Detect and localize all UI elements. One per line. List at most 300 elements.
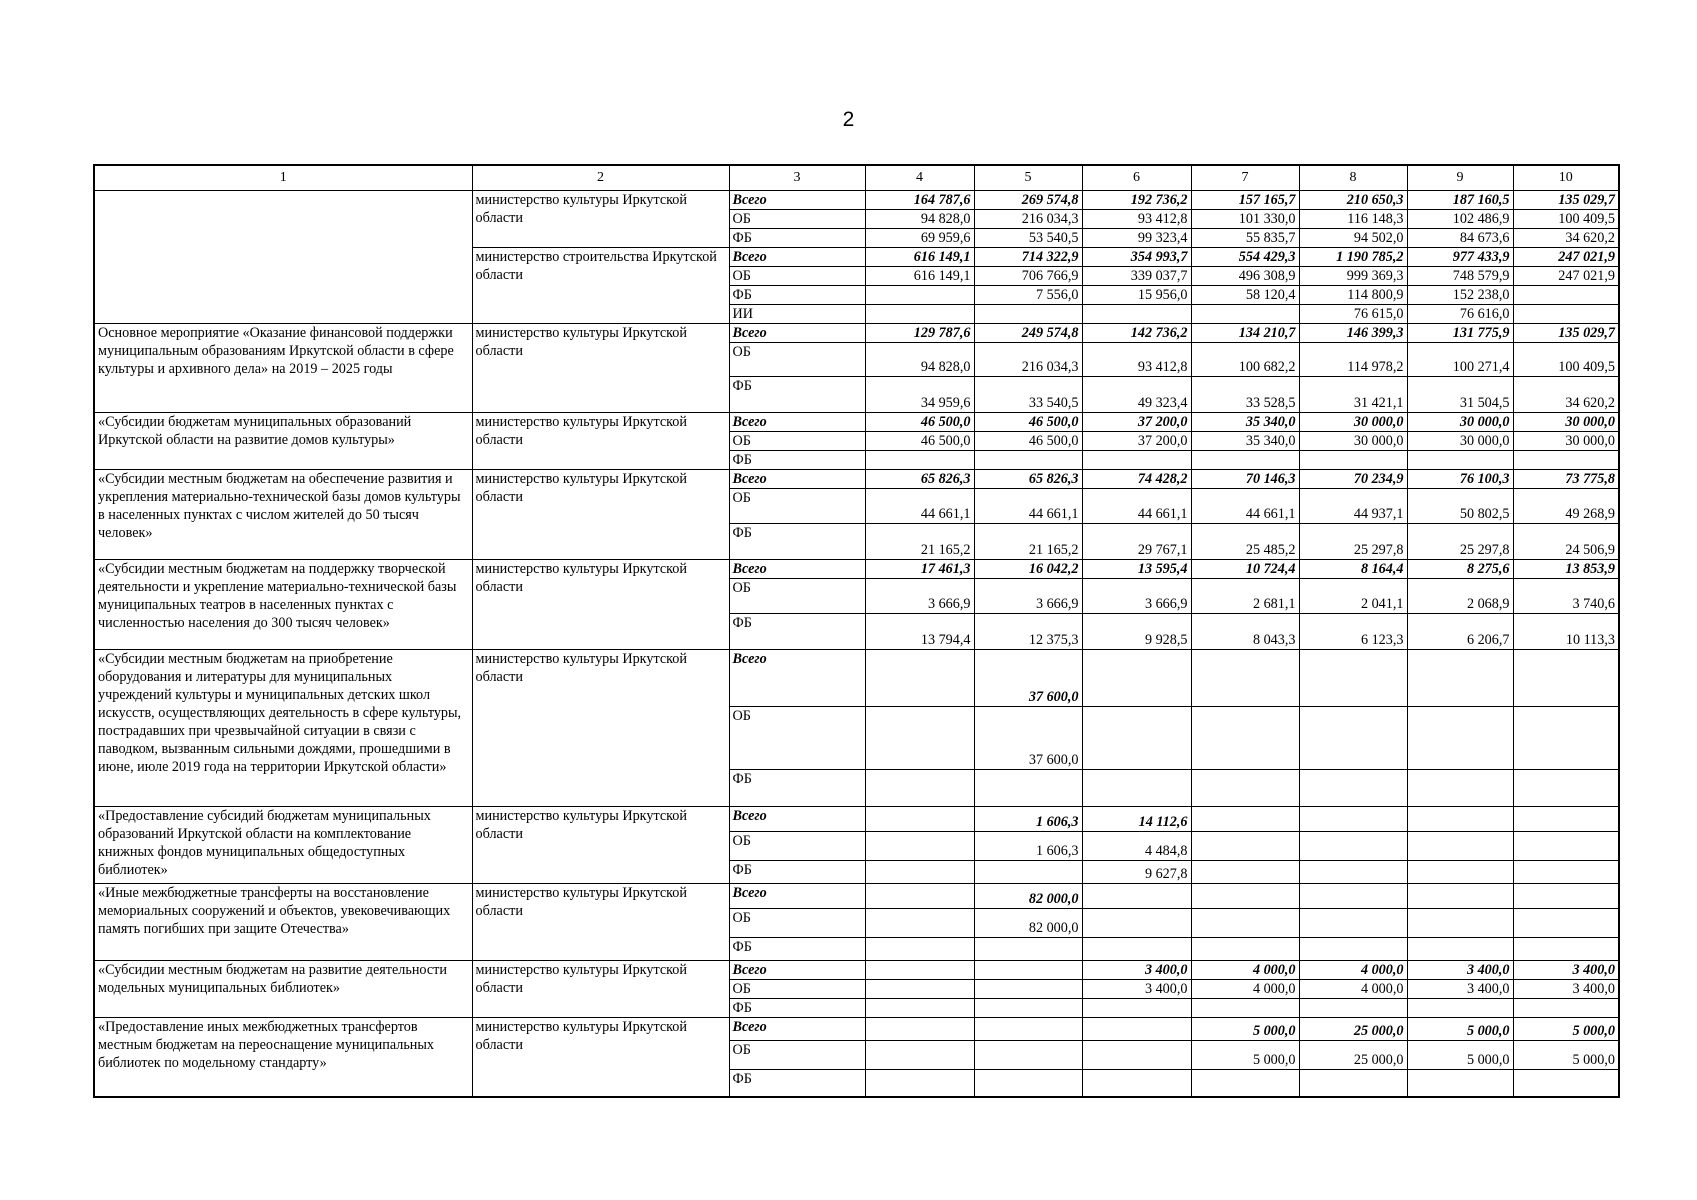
responsible-executor: министерство культуры Иркутской области [472, 884, 729, 961]
value-cell: 76 615,0 [1299, 305, 1407, 324]
value-cell [865, 770, 974, 807]
value-cell: 35 340,0 [1191, 432, 1299, 451]
value-cell: 44 661,1 [974, 489, 1082, 524]
value-cell [1191, 707, 1299, 770]
value-cell: 247 021,9 [1513, 248, 1619, 267]
funding-source: ОБ [729, 210, 865, 229]
value-cell: 977 433,9 [1407, 248, 1513, 267]
responsible-executor: министерство культуры Иркутской области [472, 1018, 729, 1098]
value-cell [974, 1041, 1082, 1070]
value-cell: 135 029,7 [1513, 324, 1619, 343]
column-header: 6 [1082, 165, 1191, 191]
value-cell [1513, 807, 1619, 832]
value-cell: 44 661,1 [865, 489, 974, 524]
value-cell: 5 000,0 [1407, 1041, 1513, 1070]
value-cell: 5 000,0 [1513, 1041, 1619, 1070]
value-cell: 6 206,7 [1407, 614, 1513, 650]
value-cell: 1 190 785,2 [1299, 248, 1407, 267]
value-cell: 9 928,5 [1082, 614, 1191, 650]
value-cell: 2 681,1 [1191, 579, 1299, 614]
value-cell: 49 268,9 [1513, 489, 1619, 524]
value-cell: 2 041,1 [1299, 579, 1407, 614]
funding-source: ОБ [729, 432, 865, 451]
value-cell: 70 146,3 [1191, 470, 1299, 489]
column-header: 7 [1191, 165, 1299, 191]
value-cell: 30 000,0 [1407, 432, 1513, 451]
column-header: 2 [472, 165, 729, 191]
value-cell: 37 600,0 [974, 707, 1082, 770]
value-cell: 25 000,0 [1299, 1041, 1407, 1070]
measure-description: «Субсидии местным бюджетам на развитие деятельности модельных муниципальных библиотек» [94, 961, 472, 1018]
value-cell [865, 650, 974, 707]
value-cell: 33 540,5 [974, 377, 1082, 413]
funding-source: ОБ [729, 909, 865, 938]
funding-source: ФБ [729, 938, 865, 961]
value-cell [1407, 999, 1513, 1018]
value-cell: 554 429,3 [1191, 248, 1299, 267]
table-row [94, 413, 1619, 432]
value-cell: 116 148,3 [1299, 210, 1407, 229]
value-cell [974, 1070, 1082, 1098]
value-cell [1513, 451, 1619, 470]
value-cell: 101 330,0 [1191, 210, 1299, 229]
value-cell: 34 959,6 [865, 377, 974, 413]
value-cell: 84 673,6 [1407, 229, 1513, 248]
value-cell: 3 400,0 [1407, 961, 1513, 980]
value-cell: 10 724,4 [1191, 560, 1299, 579]
table-row [94, 807, 1619, 832]
measure-description: «Предоставление иных межбюджетных трансфертов местным бюджетам на переоснащение муниципальных библиотек по модельному стандарту» [94, 1018, 472, 1098]
value-cell: 76 100,3 [1407, 470, 1513, 489]
value-cell: 94 502,0 [1299, 229, 1407, 248]
value-cell: 46 500,0 [974, 413, 1082, 432]
value-cell [1513, 861, 1619, 884]
funding-source: ОБ [729, 980, 865, 999]
funding-source: Всего [729, 650, 865, 707]
value-cell [974, 305, 1082, 324]
value-cell: 44 937,1 [1299, 489, 1407, 524]
measure-description: «Субсидии бюджетам муниципальных образований Иркутской области на развитие домов культуры» [94, 413, 472, 470]
funding-source: ФБ [729, 770, 865, 807]
value-cell [865, 451, 974, 470]
value-cell [865, 305, 974, 324]
value-cell: 3 740,6 [1513, 579, 1619, 614]
value-cell: 25 297,8 [1407, 524, 1513, 560]
value-cell: 46 500,0 [865, 432, 974, 451]
column-header: 1 [94, 165, 472, 191]
value-cell: 49 323,4 [1082, 377, 1191, 413]
measure-description: «Предоставление субсидий бюджетам муниципальных образований Иркутской области на комплектование книжных фондов муниципальных общедоступных библиотек» [94, 807, 472, 884]
value-cell [1191, 909, 1299, 938]
value-cell: 13 595,4 [1082, 560, 1191, 579]
measure-description: «Иные межбюджетные трансферты на восстановление мемориальных сооружений и объектов, увековечивающих память погибших при защите Отечества» [94, 884, 472, 961]
value-cell: 1 606,3 [974, 832, 1082, 861]
value-cell: 146 399,3 [1299, 324, 1407, 343]
value-cell: 12 375,3 [974, 614, 1082, 650]
column-header: 3 [729, 165, 865, 191]
value-cell [1082, 770, 1191, 807]
value-cell: 30 000,0 [1299, 413, 1407, 432]
value-cell [1407, 884, 1513, 909]
value-cell: 216 034,3 [974, 343, 1082, 377]
value-cell: 706 766,9 [974, 267, 1082, 286]
value-cell: 34 620,2 [1513, 377, 1619, 413]
value-cell: 53 540,5 [974, 229, 1082, 248]
value-cell: 8 043,3 [1191, 614, 1299, 650]
value-cell: 157 165,7 [1191, 191, 1299, 210]
value-cell: 65 826,3 [974, 470, 1082, 489]
value-cell [1407, 909, 1513, 938]
value-cell [1407, 650, 1513, 707]
value-cell: 8 164,4 [1299, 560, 1407, 579]
value-cell: 5 000,0 [1407, 1018, 1513, 1041]
funding-source: ФБ [729, 1070, 865, 1098]
table-row [94, 961, 1619, 980]
value-cell: 5 000,0 [1191, 1041, 1299, 1070]
table-row [94, 470, 1619, 489]
value-cell: 14 112,6 [1082, 807, 1191, 832]
funding-source: ОБ [729, 343, 865, 377]
value-cell: 69 959,6 [865, 229, 974, 248]
funding-source: ОБ [729, 579, 865, 614]
value-cell [1299, 807, 1407, 832]
funding-source: Всего [729, 248, 865, 267]
value-cell: 30 000,0 [1407, 413, 1513, 432]
value-cell: 249 574,8 [974, 324, 1082, 343]
value-cell: 31 504,5 [1407, 377, 1513, 413]
value-cell: 82 000,0 [974, 884, 1082, 909]
value-cell: 247 021,9 [1513, 267, 1619, 286]
value-cell [1407, 707, 1513, 770]
value-cell: 3 666,9 [1082, 579, 1191, 614]
value-cell [1299, 1070, 1407, 1098]
value-cell [1082, 707, 1191, 770]
value-cell: 82 000,0 [974, 909, 1082, 938]
value-cell: 10 113,3 [1513, 614, 1619, 650]
funding-source: Всего [729, 884, 865, 909]
value-cell: 35 340,0 [1191, 413, 1299, 432]
value-cell: 70 234,9 [1299, 470, 1407, 489]
value-cell [1407, 938, 1513, 961]
measure-description: «Субсидии местным бюджетам на приобретение оборудования и литературы для муниципальных учреждений культуры и муниципальных детских школ искусств, осуществляющих деятельность в сфере культуры, пострадавших при чрезвычайной ситуации в связи с паводком, вызванным сильными дождями, прошедшими в июне, июле 2019 года на территории Иркутской области» [94, 650, 472, 807]
value-cell [1082, 884, 1191, 909]
value-cell [1513, 832, 1619, 861]
value-cell: 616 149,1 [865, 267, 974, 286]
value-cell [1513, 305, 1619, 324]
value-cell: 114 800,9 [1299, 286, 1407, 305]
measure-description: «Субсидии местным бюджетам на обеспечение развития и укрепления материально-технической базы домов культуры в населенных пунктах с числом жителей до 50 тысяч человек» [94, 470, 472, 560]
value-cell: 44 661,1 [1191, 489, 1299, 524]
value-cell [1299, 909, 1407, 938]
value-cell: 46 500,0 [974, 432, 1082, 451]
value-cell [1407, 770, 1513, 807]
value-cell: 55 835,7 [1191, 229, 1299, 248]
value-cell: 65 826,3 [865, 470, 974, 489]
funding-source: ФБ [729, 451, 865, 470]
value-cell [1299, 650, 1407, 707]
value-cell: 135 029,7 [1513, 191, 1619, 210]
value-cell [865, 1018, 974, 1041]
value-cell: 16 042,2 [974, 560, 1082, 579]
funding-source: ФБ [729, 377, 865, 413]
value-cell [974, 999, 1082, 1018]
value-cell: 99 323,4 [1082, 229, 1191, 248]
value-cell [974, 1018, 1082, 1041]
value-cell: 100 409,5 [1513, 343, 1619, 377]
value-cell [1513, 1070, 1619, 1098]
value-cell [1082, 909, 1191, 938]
funding-source: Всего [729, 191, 865, 210]
value-cell [865, 999, 974, 1018]
funding-source: Всего [729, 807, 865, 832]
value-cell [1513, 286, 1619, 305]
value-cell [1191, 650, 1299, 707]
table-row [94, 884, 1619, 909]
funding-source: ОБ [729, 1041, 865, 1070]
value-cell: 94 828,0 [865, 210, 974, 229]
column-header: 4 [865, 165, 974, 191]
budget-table [93, 164, 1620, 1098]
value-cell [974, 451, 1082, 470]
column-header: 9 [1407, 165, 1513, 191]
value-cell [1513, 909, 1619, 938]
value-cell: 3 400,0 [1513, 961, 1619, 980]
funding-source: Всего [729, 470, 865, 489]
column-header: 8 [1299, 165, 1407, 191]
value-cell: 129 787,6 [865, 324, 974, 343]
funding-source: ИИ [729, 305, 865, 324]
value-cell [1191, 832, 1299, 861]
table-row [94, 560, 1619, 579]
value-cell: 4 000,0 [1191, 961, 1299, 980]
value-cell: 748 579,9 [1407, 267, 1513, 286]
funding-source: ОБ [729, 832, 865, 861]
value-cell [1407, 451, 1513, 470]
funding-source: ФБ [729, 524, 865, 560]
value-cell: 4 484,8 [1082, 832, 1191, 861]
value-cell [974, 961, 1082, 980]
value-cell: 354 993,7 [1082, 248, 1191, 267]
value-cell: 13 794,4 [865, 614, 974, 650]
value-cell: 76 616,0 [1407, 305, 1513, 324]
responsible-executor: министерство культуры Иркутской области [472, 807, 729, 884]
value-cell [1407, 807, 1513, 832]
value-cell: 3 400,0 [1407, 980, 1513, 999]
measure-description: Основное мероприятие «Оказание финансовой поддержки муниципальным образованиям Иркутской области в сфере культуры и архивного дела» на 2019 – 2025 годы [94, 324, 472, 413]
value-cell [1082, 1018, 1191, 1041]
value-cell: 100 271,4 [1407, 343, 1513, 377]
value-cell: 21 165,2 [865, 524, 974, 560]
value-cell: 999 369,3 [1299, 267, 1407, 286]
responsible-executor: министерство культуры Иркутской области [472, 191, 729, 248]
value-cell: 46 500,0 [865, 413, 974, 432]
table-row [94, 1018, 1619, 1041]
value-cell: 30 000,0 [1513, 432, 1619, 451]
value-cell: 3 666,9 [974, 579, 1082, 614]
value-cell [1513, 770, 1619, 807]
value-cell [865, 938, 974, 961]
value-cell: 6 123,3 [1299, 614, 1407, 650]
funding-source: ФБ [729, 861, 865, 884]
value-cell [1299, 884, 1407, 909]
value-cell: 93 412,8 [1082, 343, 1191, 377]
page-number: 2 [842, 108, 855, 131]
value-cell: 100 682,2 [1191, 343, 1299, 377]
value-cell: 37 200,0 [1082, 432, 1191, 451]
funding-source: ОБ [729, 489, 865, 524]
value-cell [1191, 807, 1299, 832]
value-cell [1513, 999, 1619, 1018]
value-cell: 3 400,0 [1082, 961, 1191, 980]
responsible-executor: министерство культуры Иркутской области [472, 413, 729, 470]
value-cell [1191, 861, 1299, 884]
value-cell [974, 980, 1082, 999]
funding-source: ФБ [729, 229, 865, 248]
value-cell: 9 627,8 [1082, 861, 1191, 884]
value-cell [1082, 650, 1191, 707]
value-cell [1299, 707, 1407, 770]
value-cell: 33 528,5 [1191, 377, 1299, 413]
value-cell: 142 736,2 [1082, 324, 1191, 343]
value-cell: 50 802,5 [1407, 489, 1513, 524]
value-cell: 94 828,0 [865, 343, 974, 377]
value-cell: 44 661,1 [1082, 489, 1191, 524]
value-cell [1407, 832, 1513, 861]
value-cell [1299, 938, 1407, 961]
value-cell [1513, 938, 1619, 961]
value-cell: 37 600,0 [974, 650, 1082, 707]
value-cell: 17 461,3 [865, 560, 974, 579]
value-cell: 74 428,2 [1082, 470, 1191, 489]
value-cell [1513, 650, 1619, 707]
value-cell [1191, 999, 1299, 1018]
value-cell: 21 165,2 [974, 524, 1082, 560]
value-cell [1407, 861, 1513, 884]
value-cell [865, 832, 974, 861]
funding-source: ОБ [729, 267, 865, 286]
value-cell: 31 421,1 [1299, 377, 1407, 413]
responsible-executor: министерство культуры Иркутской области [472, 650, 729, 807]
responsible-executor: министерство культуры Иркутской области [472, 961, 729, 1018]
value-cell [1299, 451, 1407, 470]
value-cell: 102 486,9 [1407, 210, 1513, 229]
responsible-executor: министерство строительства Иркутской области [472, 248, 729, 324]
value-cell: 7 556,0 [974, 286, 1082, 305]
value-cell: 1 606,3 [974, 807, 1082, 832]
funding-source: Всего [729, 961, 865, 980]
table-body [94, 165, 1619, 1097]
value-cell: 152 238,0 [1407, 286, 1513, 305]
value-cell: 210 650,3 [1299, 191, 1407, 210]
value-cell: 34 620,2 [1513, 229, 1619, 248]
funding-source: ОБ [729, 707, 865, 770]
value-cell [865, 909, 974, 938]
value-cell [974, 861, 1082, 884]
funding-source: ФБ [729, 614, 865, 650]
value-cell [1191, 770, 1299, 807]
funding-source: Всего [729, 1018, 865, 1041]
value-cell [1299, 861, 1407, 884]
value-cell [1082, 451, 1191, 470]
value-cell: 616 149,1 [865, 248, 974, 267]
value-cell: 187 160,5 [1407, 191, 1513, 210]
value-cell: 496 308,9 [1191, 267, 1299, 286]
value-cell: 3 666,9 [865, 579, 974, 614]
value-cell [974, 938, 1082, 961]
value-cell: 24 506,9 [1513, 524, 1619, 560]
value-cell: 3 400,0 [1513, 980, 1619, 999]
value-cell [1082, 305, 1191, 324]
value-cell: 100 409,5 [1513, 210, 1619, 229]
value-cell: 8 275,6 [1407, 560, 1513, 579]
value-cell [1513, 884, 1619, 909]
value-cell [865, 980, 974, 999]
column-header: 5 [974, 165, 1082, 191]
value-cell: 30 000,0 [1299, 432, 1407, 451]
value-cell [1082, 1070, 1191, 1098]
value-cell [1191, 305, 1299, 324]
value-cell: 37 200,0 [1082, 413, 1191, 432]
measure-description: «Субсидии местным бюджетам на поддержку творческой деятельности и укрепление материально-технической базы муниципальных театров в населенных пунктах с численностью населения до 300 тысяч человек» [94, 560, 472, 650]
value-cell [1082, 1041, 1191, 1070]
value-cell [1191, 451, 1299, 470]
table-row [94, 324, 1619, 343]
value-cell [1299, 832, 1407, 861]
responsible-executor: министерство культуры Иркутской области [472, 470, 729, 560]
value-cell: 5 000,0 [1513, 1018, 1619, 1041]
value-cell: 3 400,0 [1082, 980, 1191, 999]
header-row [94, 165, 1619, 191]
value-cell [1513, 707, 1619, 770]
value-cell: 134 210,7 [1191, 324, 1299, 343]
value-cell: 5 000,0 [1191, 1018, 1299, 1041]
value-cell: 4 000,0 [1191, 980, 1299, 999]
value-cell [865, 1041, 974, 1070]
value-cell: 339 037,7 [1082, 267, 1191, 286]
value-cell: 192 736,2 [1082, 191, 1191, 210]
value-cell: 25 000,0 [1299, 1018, 1407, 1041]
funding-source: Всего [729, 413, 865, 432]
value-cell [865, 1070, 974, 1098]
value-cell [865, 961, 974, 980]
value-cell [865, 707, 974, 770]
value-cell: 114 978,2 [1299, 343, 1407, 377]
value-cell [1191, 938, 1299, 961]
value-cell [1191, 884, 1299, 909]
value-cell [1191, 1070, 1299, 1098]
value-cell [974, 770, 1082, 807]
value-cell [1082, 999, 1191, 1018]
value-cell [865, 807, 974, 832]
value-cell [865, 286, 974, 305]
table-row [94, 191, 1619, 210]
responsible-executor: министерство культуры Иркутской области [472, 560, 729, 650]
funding-source: Всего [729, 324, 865, 343]
value-cell: 29 767,1 [1082, 524, 1191, 560]
funding-source: ФБ [729, 999, 865, 1018]
value-cell [865, 884, 974, 909]
value-cell: 58 120,4 [1191, 286, 1299, 305]
value-cell: 13 853,9 [1513, 560, 1619, 579]
value-cell: 73 775,8 [1513, 470, 1619, 489]
value-cell: 269 574,8 [974, 191, 1082, 210]
value-cell: 164 787,6 [865, 191, 974, 210]
value-cell [1299, 999, 1407, 1018]
value-cell: 30 000,0 [1513, 413, 1619, 432]
value-cell [865, 861, 974, 884]
value-cell: 25 485,2 [1191, 524, 1299, 560]
responsible-executor: министерство культуры Иркутской области [472, 324, 729, 413]
